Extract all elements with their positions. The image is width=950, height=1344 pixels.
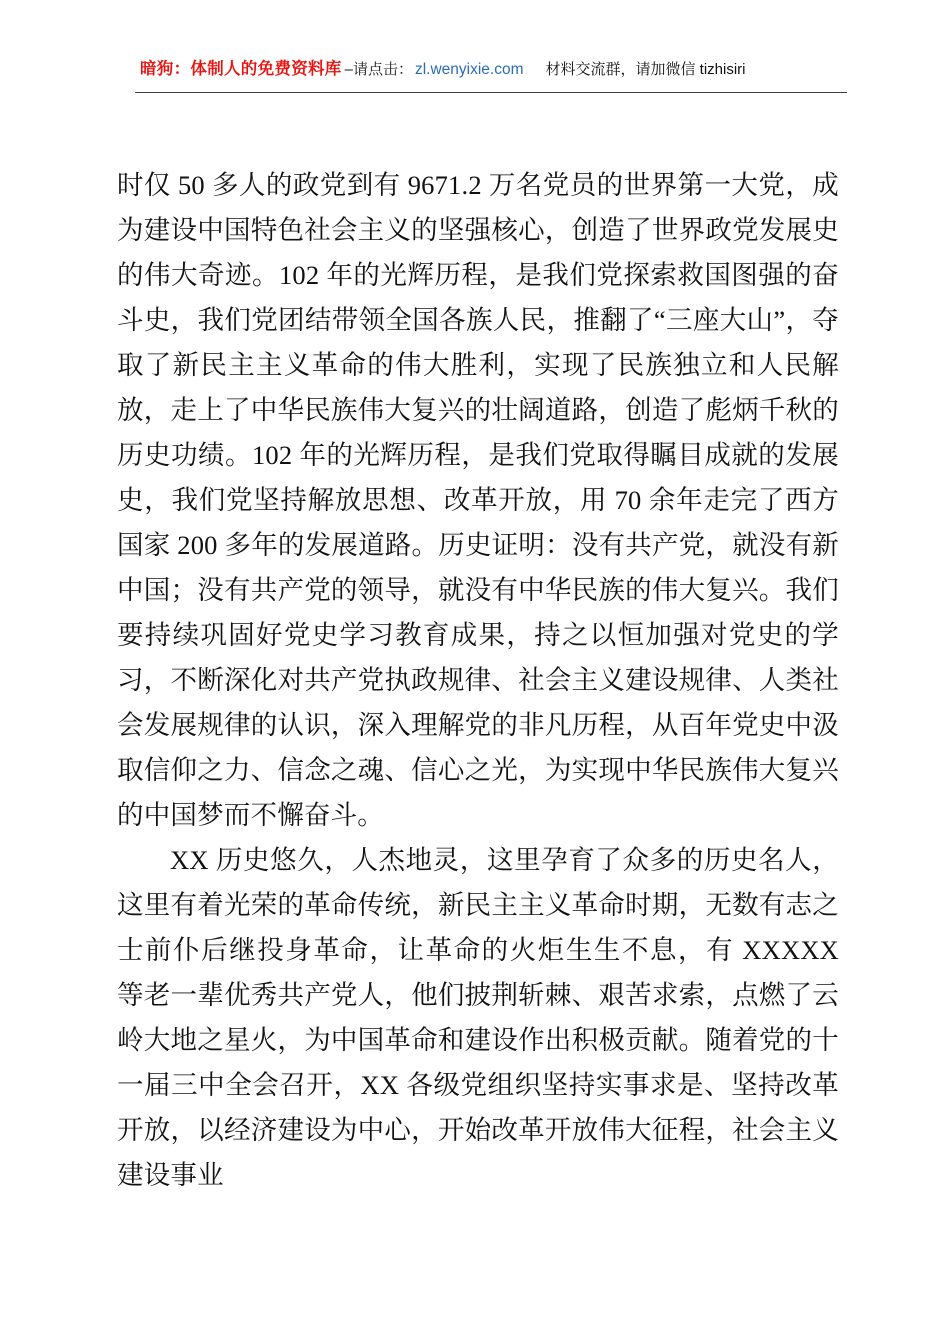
body-paragraph: 时仅 50 多人的政党到有 9671.2 万名党员的世界第一大党，成为建设中国特色社会主义的坚强核心，创造了世界政党发展史的伟大奇迹。102 年的光辉历程，是我们党探索救国图强的奋斗史，我们党团结带领全国各族人民，推翻了“三座大山”，夺取了新民主主义革命的伟大胜利，实现了民族独立和人民解放，走上了中华民族伟大复兴的壮阔道路，创造了彪炳千秋的历史功绩。102 年的光辉历程，是我们党取得瞩目成就的发展史，我们党坚持解放思想、改革开放，用 70 余年走完了西方国家 200 多年的发展道路。历史证明：没有共产党，就没有新中国；没有共产党的领导，就没有中华民族的伟大复兴。我们要持续巩固好党史学习教育成果，持之以恒加强对党史的学习，不断深化对共产党执政规律、社会主义建设规律、人类社会发展规律的认识，深入理解党的非凡历程，从百年党史中汲取信仰之力、信念之魂、信心之光，为实现中华民族伟大复兴的中国梦而不懈奋斗。 xyxy=(117,170,839,830)
header-line xyxy=(100,58,850,81)
header-click-prompt: –请点击： xyxy=(344,61,413,78)
header-brand-text: 暗狗：体制人的免费资料库 xyxy=(140,60,342,78)
watermark-header xyxy=(0,58,950,81)
body-paragraph: XX 历史悠久，人杰地灵，这里孕育了众多的历史名人，这里有着光荣的革命传统，新民主主义革命时期，无数有志之士前仆后继投身革命，让革命的火炬生生不息，有 XXXXX 等老一辈优秀共产党人，他们披荆斩棘、艰苦求索，点燃了云岭大地之星火，为中国革命和建设作出积极贡献。随着党的十一届三中全会召开，XX 各级党组织坚持实事求是、坚持改革开放，以经济建设为中心，开始改革开放伟大征程，社会主义建设事业 xyxy=(117,845,839,1190)
document-body xyxy=(117,163,839,1198)
header-divider-rule xyxy=(135,92,847,93)
header-site-link[interactable]: zl.wenyixie.com xyxy=(414,61,524,78)
header-wechat-note: 材料交流群，请加微信 tizhisiri xyxy=(545,61,746,78)
